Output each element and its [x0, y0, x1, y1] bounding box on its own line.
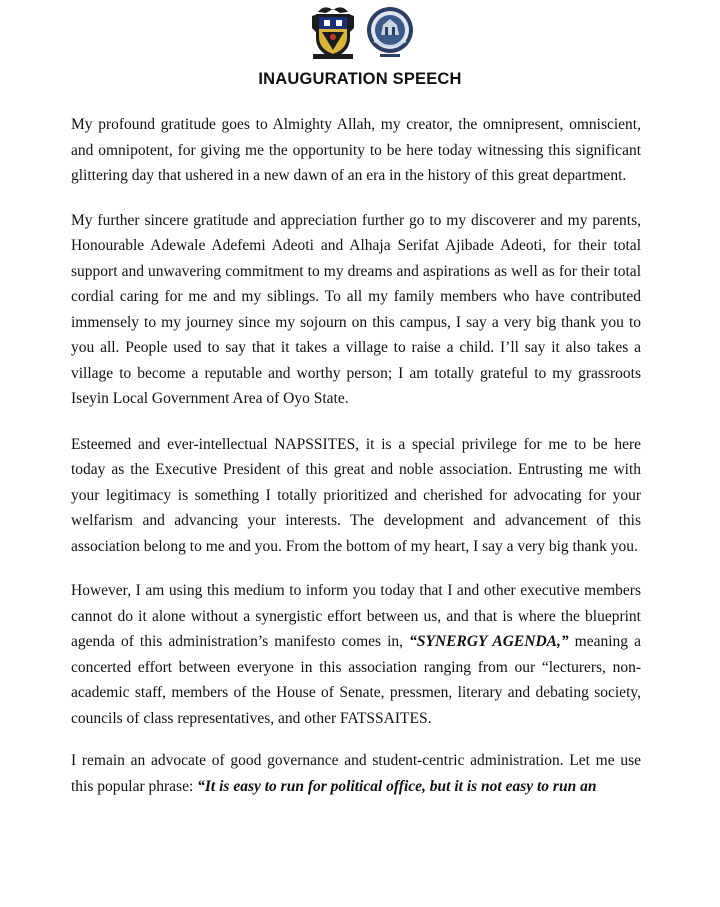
paragraph-gratitude: My profound gratitude goes to Almighty Allah, my creator, the omnipresent, omniscient, and omnipotent, for giving me the opportunity to be here today witnessing this significant glittering day that ushered in a new dawn of an era in the history of this great department.: [71, 116, 641, 184]
governance-text-before: I remain an advocate of good governance and student-centric administration. Let me use this popular phrase:: [71, 752, 641, 795]
association-seal-icon: [364, 5, 416, 59]
university-crest-icon: [310, 4, 356, 60]
governance-quote-emphasis: “It is easy to run for political office, but it is not easy to run an: [197, 777, 597, 795]
synergy-text-after: meaning a concerted effort between everyone in this association ranging from our “lecturers, non-academic staff, members of the House of Senate, pressmen, literary and debating society, councils of class representatives, and other FATSSAITES.: [71, 633, 641, 727]
paragraph-governance: [71, 748, 641, 799]
synergy-agenda-emphasis: “SYNERGY AGENDA,”: [409, 633, 569, 650]
synergy-text-before: However, I am using this medium to inform you today that I and other executive members cannot do it alone without a synergistic effort between us, and that is where the blueprint agenda of this administration’s manifesto comes in,: [71, 582, 641, 650]
paragraph-synergy-agenda: [71, 578, 641, 731]
page-title: INAUGURATION SPEECH: [258, 70, 462, 88]
header-logos: [0, 4, 720, 64]
speech-body: [71, 112, 641, 815]
paragraph-parents: My further sincere gratitude and appreciation further go to my discoverer and my parents, Honourable Adewale Adefemi Adeoti and Alhaja Serifat Ajibade Adeoti, for their total support and unwavering commitment to my dreams and aspirations as well as for their total cordial caring for me and my siblings. To all my family members who have contributed immensely to my journey since my sojourn on this campus, I say a very big thank you to you all. People used to say that it takes a village to raise a child. I’ll say it also takes a village to become a reputable and worthy person; I am totally grateful to my grassroots Iseyin Local Government Area of Oyo State.: [71, 211, 641, 407]
paragraph-napssites: Esteemed and ever-intellectual NAPSSITES, it is a special privilege for me to be here today as the Executive President of this great and noble association. Entrusting me with your legitimacy is something I totally prioritized and cherished for advocating for your welfarism and advancing your interests. The development and advancement of this association belong to me and you. From the bottom of my heart, I say a very big thank you.: [71, 435, 641, 555]
